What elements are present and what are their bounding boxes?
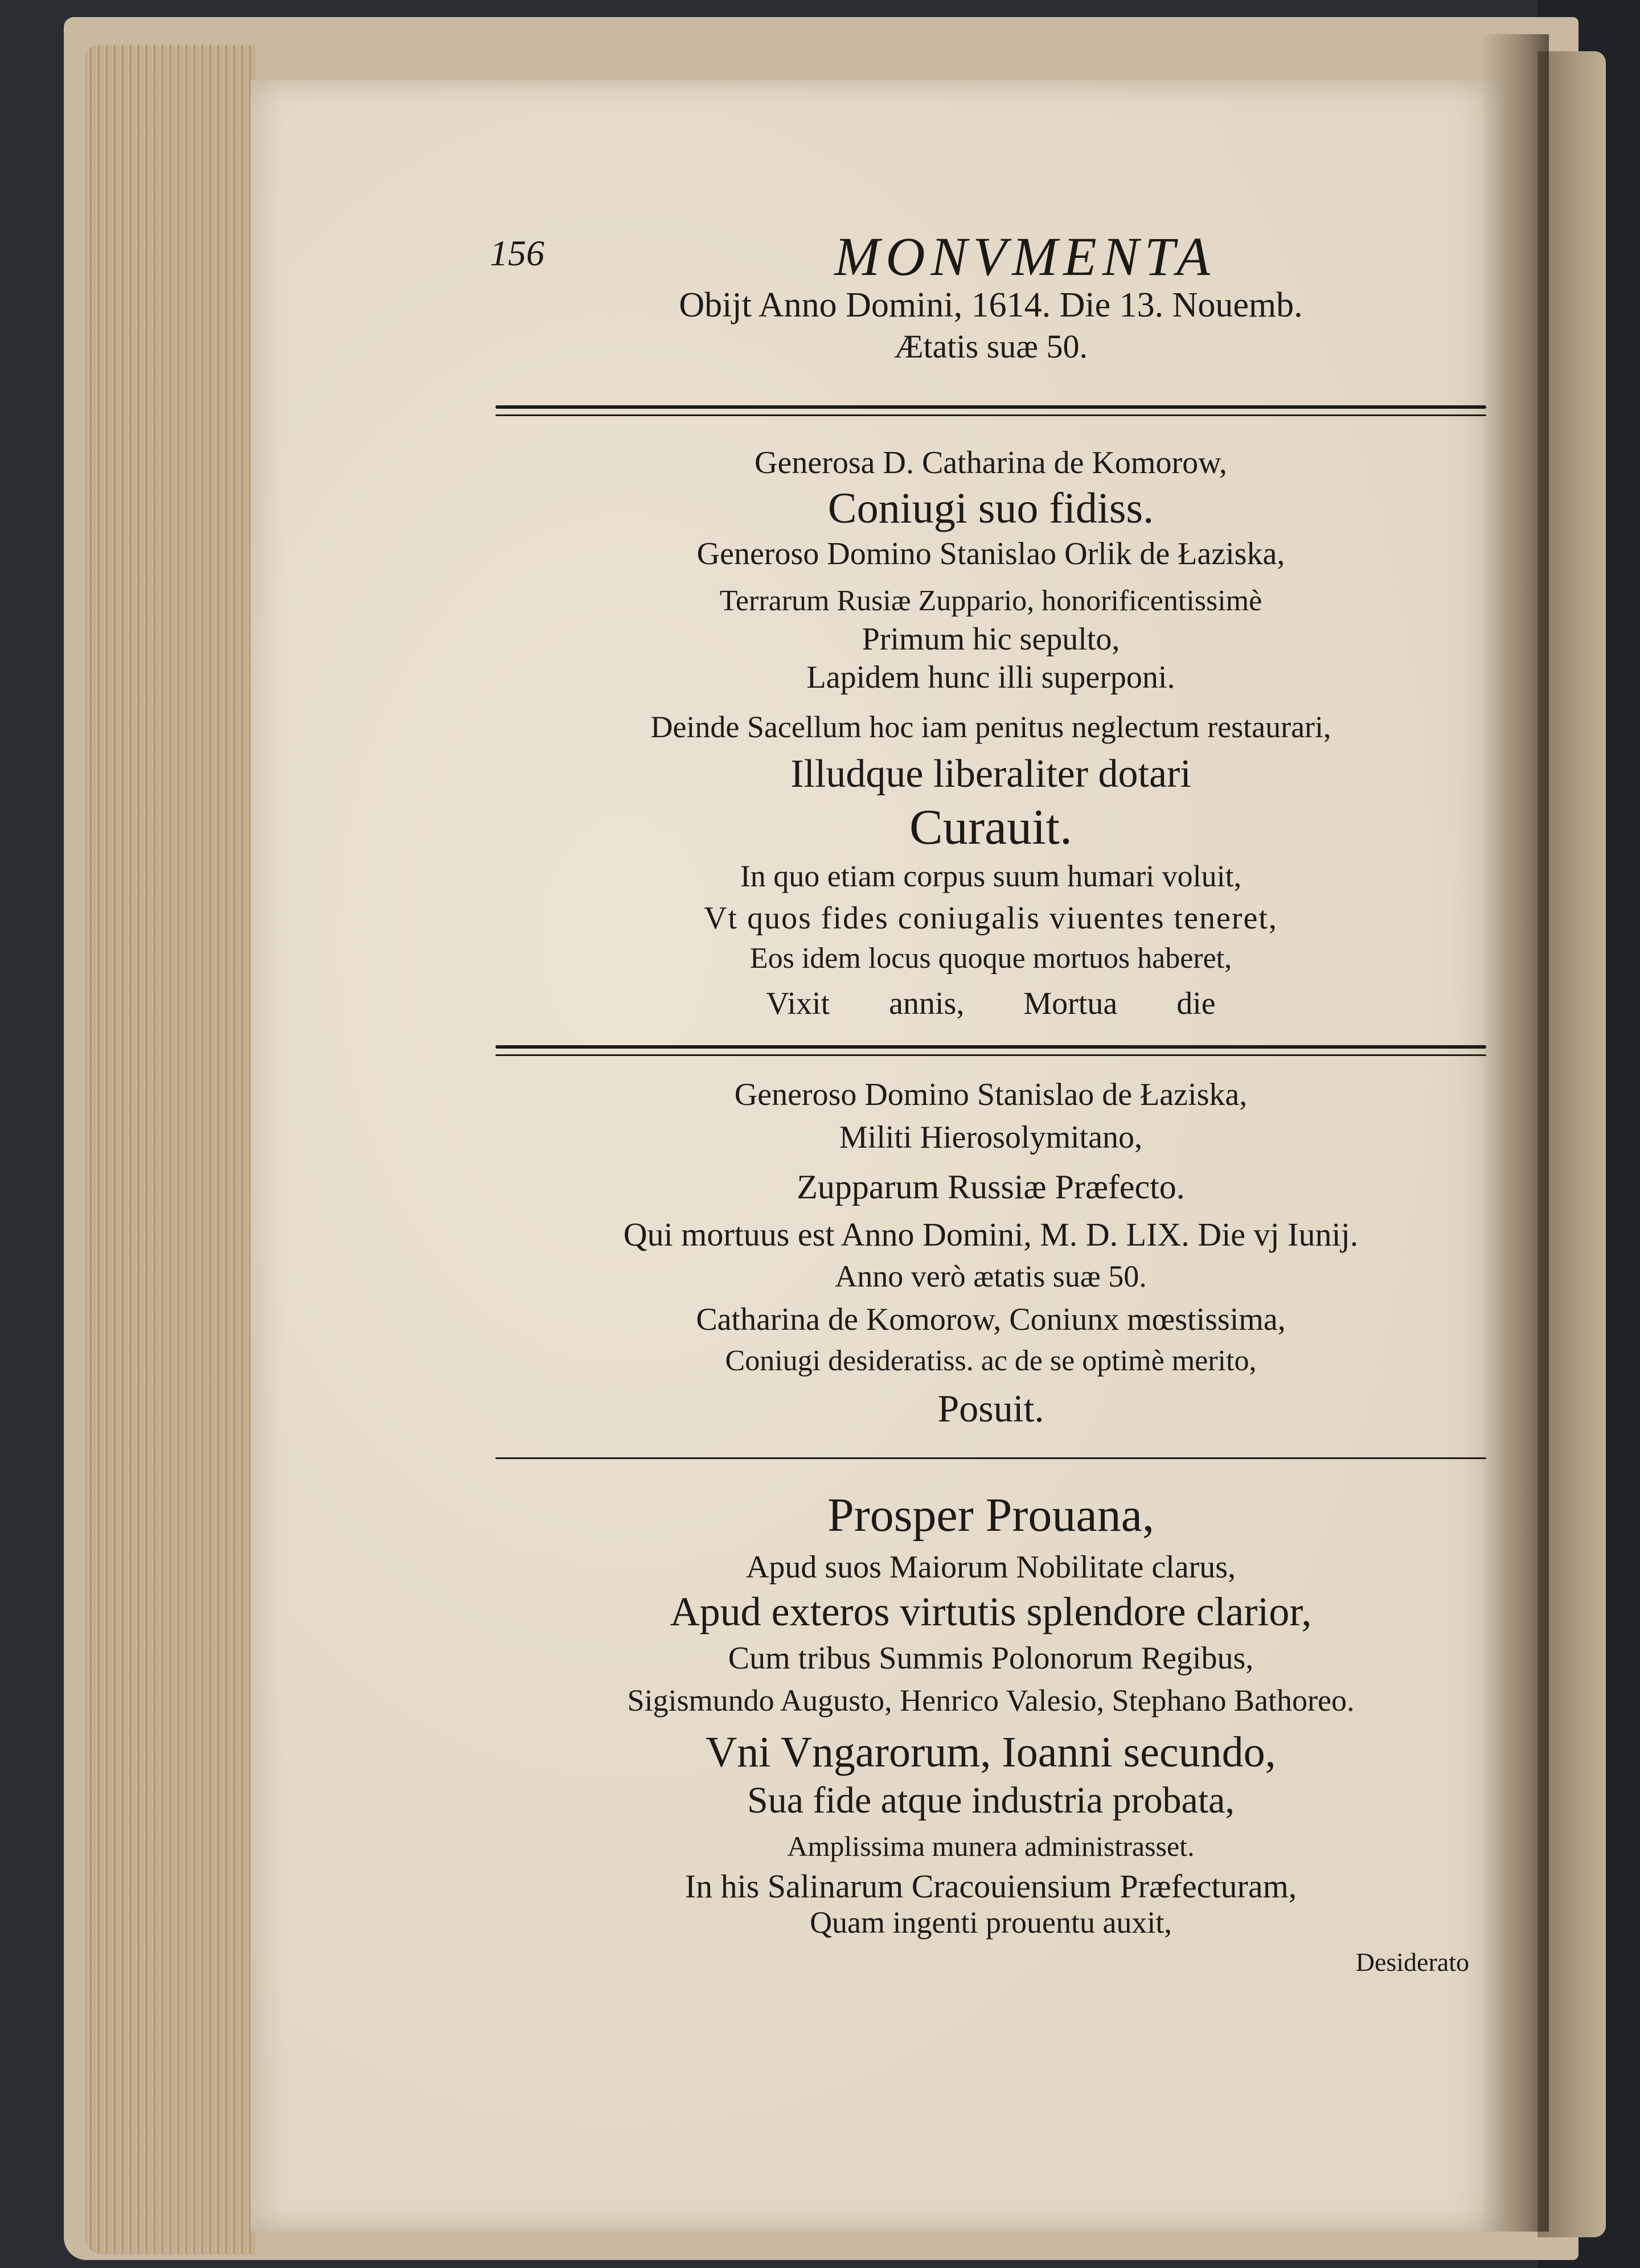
text-line: Prosper Prouana, — [827, 1489, 1154, 1542]
catchword: Desiderato — [1355, 1947, 1469, 1977]
text-line: Anno verò ætatis suæ 50. — [835, 1259, 1147, 1293]
text-line: In his Salinarum Cracouiensium Præfecturam, — [684, 1868, 1297, 1905]
text-line: Generoso Domino Stanislao Orlik de Łaziska, — [696, 536, 1285, 572]
text-line: Generoso Domino Stanislao de Łaziska, — [734, 1077, 1248, 1112]
page-edges — [85, 46, 256, 2254]
text-line: Posuit. — [937, 1387, 1044, 1430]
text-line: Curauit. — [909, 800, 1072, 855]
text-line: Vixit annis, Mortua die — [766, 986, 1216, 1021]
text-line: Coniugi desideratiss. ac de se optimè merito, — [725, 1345, 1257, 1377]
text-line: Quam ingenti prouentu auxit, — [810, 1905, 1172, 1940]
divider-rule — [495, 414, 1486, 416]
text-line: Vni Vngarorum, Ioanni secundo, — [706, 1728, 1276, 1776]
text-line: Apud exteros virtutis splendore clarior, — [670, 1589, 1312, 1634]
text-line: Eos idem locus quoque mortuos haberet, — [749, 942, 1232, 975]
running-head: MONVMENTA — [834, 225, 1216, 287]
divider-rule — [495, 405, 1486, 409]
text-line: Deinde Sacellum hoc iam penitus neglectum restaurari, — [650, 710, 1331, 744]
page-number: 156 — [490, 233, 544, 273]
text-line: Amplissima munera administrasset. — [787, 1830, 1195, 1862]
text-line: Zupparum Russiæ Præfecto. — [797, 1168, 1185, 1206]
divider-rule — [495, 1457, 1486, 1459]
text-line: Vt quos fides coniugalis viuentes teneret, — [704, 901, 1278, 936]
text-line: Sua fide atque industria probata, — [747, 1780, 1235, 1821]
text-line: Coniugi suo fidiss. — [827, 484, 1154, 532]
text-line: Cum tribus Summis Polonorum Regibus, — [728, 1641, 1254, 1676]
text-line: Apud suos Maiorum Nobilitate clarus, — [745, 1550, 1236, 1585]
text-line: Lapidem hunc illi superponi. — [806, 660, 1175, 695]
text-line: Terrarum Rusiæ Zuppario, honorificentissimè — [719, 585, 1262, 617]
text-line: Catharina de Komorow, Coniunx mœstissima, — [696, 1302, 1286, 1337]
text-line: Obijt Anno Domini, 1614. Die 13. Nouemb. — [679, 286, 1303, 324]
text-line: Qui mortuus est Anno Domini, M. D. LIX. Die vj Iunij. — [623, 1216, 1359, 1253]
text-line: Ætatis suæ 50. — [894, 328, 1088, 365]
divider-rule — [495, 1045, 1486, 1049]
text-line: Illudque liberaliter dotari — [790, 752, 1191, 796]
text-line: In quo etiam corpus suum humari voluit, — [740, 859, 1242, 893]
page-header — [0, 134, 1640, 287]
text-line: Sigismundo Augusto, Henrico Valesio, Stephano Bathoreo. — [627, 1683, 1355, 1718]
text-line: Primum hic sepulto, — [862, 622, 1120, 657]
text-line: Militi Hierosolymitano, — [839, 1120, 1142, 1155]
divider-rule — [495, 1054, 1486, 1056]
text-line: Generosa D. Catharina de Komorow, — [755, 445, 1227, 480]
